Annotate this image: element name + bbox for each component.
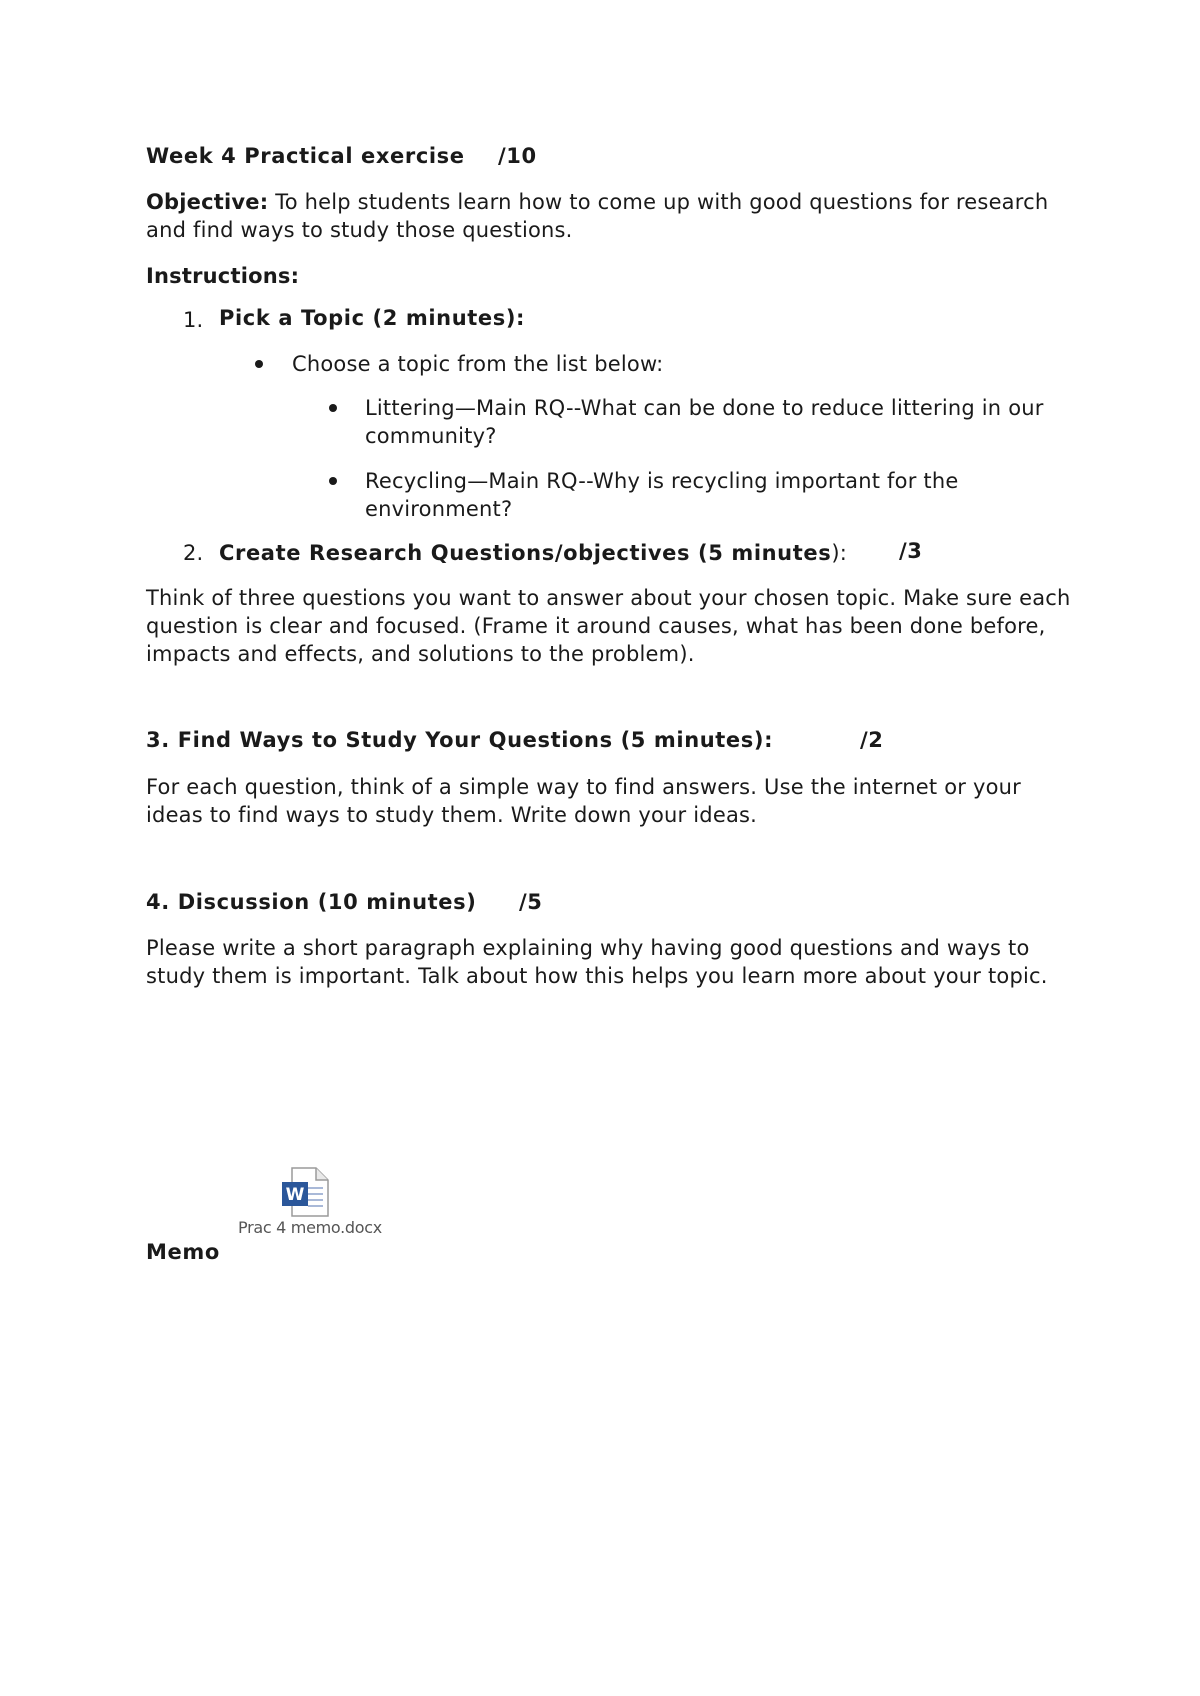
document-title [146, 144, 465, 168]
title-score: /10 [498, 144, 537, 168]
topic-littering: Littering—Main RQ--What can be done to reduce littering in our community? [365, 396, 1044, 448]
word-icon-letter: W [285, 1185, 305, 1205]
objective-text: To help students learn how to come up with good questions for research and find ways to study those questions. [146, 190, 1049, 242]
bullet-dot [255, 360, 263, 368]
objective-paragraph [146, 188, 1076, 244]
step3-score: /2 [860, 728, 884, 752]
word-document-icon[interactable] [278, 1166, 332, 1218]
bullet-dot [329, 477, 337, 485]
step2-heading: Create Research Questions/objectives (5 minutes [219, 541, 832, 565]
instructions-label: Instructions: [146, 264, 300, 288]
step1-number: 1. [183, 308, 204, 332]
step2-heading-line [219, 539, 847, 567]
step2-body: Think of three questions you want to answer about your chosen topic. Make sure each question is clear and focused. (Frame it around causes, what has been done before, impacts and effects, and solutions to the problem). [146, 586, 1071, 666]
bullet-dot [329, 404, 337, 412]
step3-body: For each question, think of a simple way to find answers. Use the internet or your ideas to find ways to study them. Write down your ideas. [146, 775, 1021, 827]
attachment-filename[interactable]: Prac 4 memo.docx [238, 1218, 382, 1237]
title-label: Week 4 Practical exercise [146, 144, 465, 168]
step4-heading: 4. Discussion (10 minutes) [146, 890, 477, 914]
memo-label: Memo [146, 1240, 220, 1264]
step4-body: Please write a short paragraph explaining why having good questions and ways to study them is important. Talk about how this helps you learn more about your topic. [146, 936, 1048, 988]
step1-heading: Pick a Topic (2 minutes): [219, 306, 526, 330]
objective-label: Objective: [146, 190, 269, 214]
topic-recycling: Recycling—Main RQ--Why is recycling important for the environment? [365, 469, 959, 521]
step2-heading-tail: ): [831, 541, 847, 565]
step2-score: /3 [899, 539, 923, 563]
step3-heading: 3. Find Ways to Study Your Questions (5 minutes): [146, 728, 774, 752]
step1-bullet: Choose a topic from the list below: [292, 352, 664, 376]
step2-number: 2. [183, 541, 204, 565]
step4-score: /5 [519, 890, 543, 914]
